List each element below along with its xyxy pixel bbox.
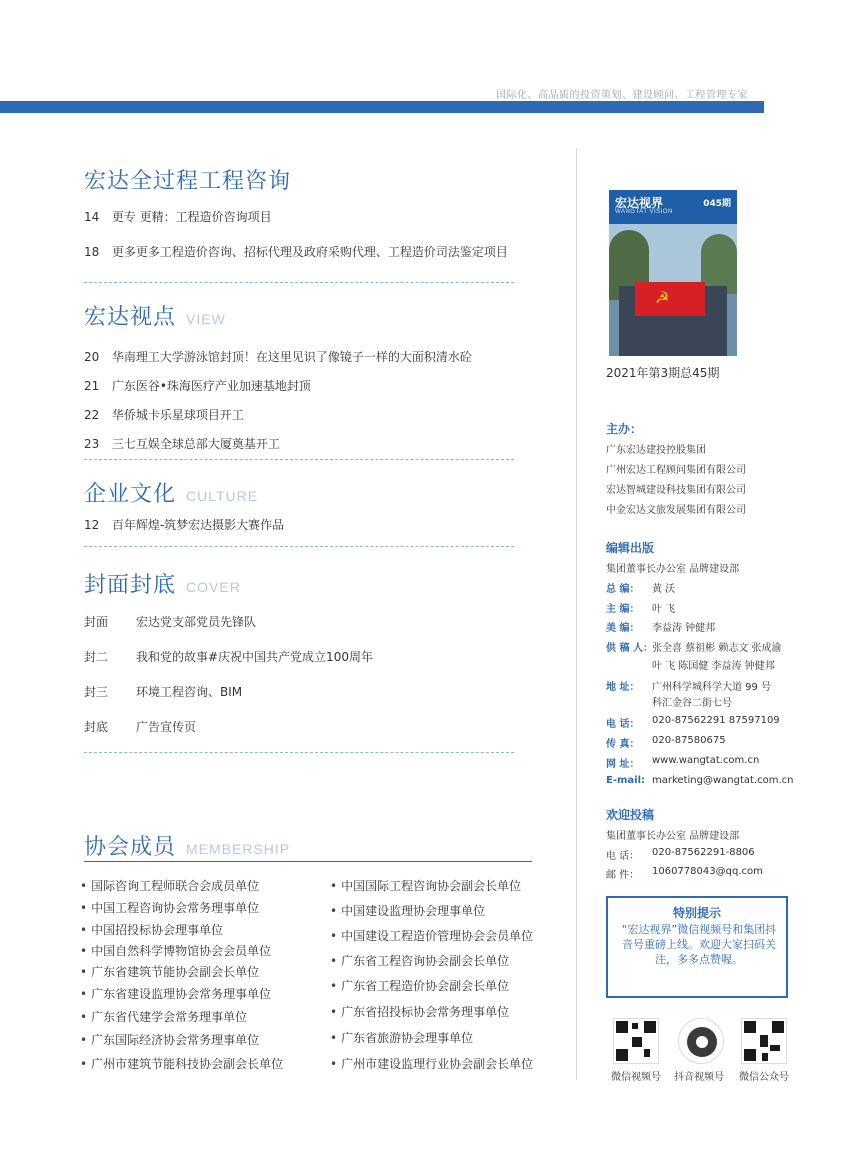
toc-text: 广东医谷•珠海医疗产业加速基地封顶: [111, 379, 311, 393]
member-item: • 广州市建设监理行业协会副会长单位: [330, 1055, 533, 1072]
contrib-value: 张全喜 蔡祖彬 赖志文 张成渝: [652, 643, 782, 654]
toc-text: 百年辉煌-筑梦宏达摄影大赛作品: [111, 518, 285, 532]
section-title-culture: [84, 477, 258, 508]
toc-item[interactable]: [84, 613, 256, 630]
toc-text: 广告宣传页: [136, 720, 197, 734]
address-value: 科汇金谷二街七号: [652, 698, 732, 709]
host-title: 主办：: [606, 422, 643, 436]
cover-label: 封二: [84, 650, 109, 664]
fax-value: 020-87580675: [652, 735, 726, 746]
section-title-en: VIEW: [186, 311, 226, 327]
member-item: • 广东省建设监理协会常务理事单位: [80, 985, 271, 1002]
magazine-cover-image: [609, 190, 737, 356]
section-title-text: 企业文化: [84, 482, 177, 507]
issue-badge: 045期: [703, 199, 731, 209]
section-title-consult: [84, 164, 291, 195]
column-divider: [576, 148, 577, 1080]
fax-label: 传 真：: [606, 739, 640, 750]
member-item: • 中国自然科学博物馆协会会员单位: [80, 942, 271, 959]
section-title-text: 宏达全过程工程咨询: [84, 169, 292, 194]
tel-label: 电 话：: [606, 719, 640, 730]
qr-label: 微信公众号: [739, 1072, 789, 1083]
member-item: • 广州市建筑节能科技协会副会长单位: [80, 1055, 283, 1072]
submit-title: 欢迎投稿: [606, 808, 655, 822]
member-item: • 广东省招投标协会常务理事单位: [330, 1003, 509, 1020]
member-item: • 中国建设工程造价管理协会会员单位: [330, 927, 533, 944]
cover-label: 封面: [84, 615, 109, 629]
qr-label: 微信视频号: [611, 1072, 661, 1083]
host-item: 广东宏达建投控股集团: [606, 445, 706, 456]
submit-tel-label: 电 话：: [606, 851, 640, 862]
toc-item[interactable]: [84, 208, 272, 225]
member-item: • 中国招投标协会理事单位: [80, 921, 223, 938]
notice-title: 特别提示: [672, 906, 721, 920]
section-title-en: CULTURE: [186, 488, 259, 504]
page-number: 22: [84, 408, 100, 422]
email-link[interactable]: marketing@wangtat.com.cn: [652, 775, 794, 786]
cover-label: 封三: [84, 685, 109, 699]
member-item: • 中国建设监理协会理事单位: [330, 902, 485, 919]
art-value: 李益涛 钟健邦: [652, 623, 716, 634]
toc-text: 宏达党支部党员先锋队: [136, 615, 257, 629]
toc-item[interactable]: [84, 718, 196, 735]
section-divider: [84, 459, 514, 460]
page-number: 21: [84, 379, 100, 393]
toc-item[interactable]: [84, 683, 242, 700]
toc-item[interactable]: [84, 516, 284, 533]
member-item: • 广东省工程咨询协会副会长单位: [330, 952, 509, 969]
chief-label: 总 编：: [606, 584, 640, 595]
tagline: 国际化、高品质的投资策划、建设顾问、工程管理专家: [496, 90, 748, 101]
section-title-text: 封面封底: [84, 573, 177, 598]
section-title-en: MEMBERSHIP: [186, 841, 291, 857]
party-flag: [635, 282, 705, 316]
issue-text: 2021年第3期总45期: [606, 366, 720, 380]
host-item: 中金宏达文旅发展集团有限公司: [606, 505, 746, 516]
page-number: 23: [84, 437, 100, 451]
submit-mail-label: 邮 件：: [606, 870, 640, 881]
toc-text: 我和党的故事#庆祝中国共产党成立100周年: [136, 650, 373, 664]
toc-text: 更多更多工程造价咨询、招标代理及政府采购代理、工程造价司法鉴定项目: [111, 245, 508, 259]
toc-item[interactable]: [84, 348, 472, 365]
qr-label: 抖音视频号: [674, 1072, 724, 1083]
member-item: • 广东省旅游协会理事单位: [330, 1029, 473, 1046]
cover-label: 封底: [84, 720, 109, 734]
email-label: E-mail:: [606, 775, 646, 786]
member-item: • 广东省建筑节能协会副会长单位: [80, 963, 259, 980]
submit-tel-value: 020-87562291-8806: [652, 847, 755, 858]
section-title-membership: [84, 830, 290, 861]
toc-item[interactable]: [84, 377, 311, 394]
toc-text: 更专 更精：工程造价咨询项目: [111, 210, 272, 224]
magazine-logo-en: WANGTAT VISION: [615, 209, 673, 215]
host-item: 广州宏达工程顾问集团有限公司: [606, 465, 746, 476]
page-number: 20: [84, 350, 100, 364]
toc-item[interactable]: [84, 435, 280, 452]
toc-item[interactable]: [84, 243, 508, 260]
contrib-value: 叶 飞 陈国健 李益涛 钟健邦: [652, 661, 775, 672]
toc-text: 华南理工大学游泳馆封顶！在这里见识了像镜子一样的大面积清水砼: [111, 350, 472, 364]
publish-title: 编辑出版: [606, 541, 655, 555]
editor-value: 叶 飞: [652, 604, 676, 615]
submit-mail-value[interactable]: 1060778043@qq.com: [652, 866, 763, 877]
section-title-text: 宏达视点: [84, 305, 177, 330]
host-item: 宏达智城建设科技集团有限公司: [606, 485, 746, 496]
chief-value: 黄 沃: [652, 584, 676, 595]
section-divider: [84, 282, 514, 283]
section-title-view: [84, 300, 226, 331]
member-item: • 广东省工程造价协会副会长单位: [330, 977, 509, 994]
web-label: 网 址：: [606, 759, 640, 770]
member-item: • 国际咨询工程师联合会成员单位: [80, 877, 259, 894]
qr-code-douyin[interactable]: [678, 1018, 724, 1064]
page-number: 18: [84, 245, 100, 259]
hammer-sickle-icon: ☭: [655, 288, 670, 307]
toc-item[interactable]: [84, 648, 373, 665]
member-item: • 广东省代建学会常务理事单位: [80, 1008, 247, 1025]
qr-code-wechat-official[interactable]: [741, 1018, 787, 1064]
section-divider: [84, 752, 514, 753]
toc-text: 华侨城卡乐星球项目开工: [111, 408, 244, 422]
cover-tree: [701, 234, 737, 294]
publish-dept: 集团董事长办公室 品牌建设部: [606, 564, 740, 575]
magazine-logo: 宏达视界: [615, 196, 664, 210]
member-item: • 中国工程咨询协会常务理事单位: [80, 899, 259, 916]
editor-label: 主 编：: [606, 604, 640, 615]
section-title-text: 协会成员: [84, 835, 177, 860]
toc-text: 三七互娱全球总部大厦奠基开工: [111, 437, 280, 451]
toc-text: 环境工程咨询、BIM: [136, 685, 243, 699]
qr-code-wechat-video[interactable]: [613, 1018, 659, 1064]
address-label: 地 址：: [606, 682, 640, 693]
tel-value: 020-87562291 87597109: [652, 715, 780, 726]
notice-body: “宏达视界”微信视频号和集团抖音号重磅上线。欢迎大家扫码关注，多多点赞喔。: [621, 923, 777, 966]
header-bar: [0, 101, 764, 113]
page-number: 14: [84, 210, 100, 224]
section-title-cover: [84, 568, 241, 599]
section-title-en: COVER: [186, 579, 241, 595]
section-divider: [84, 546, 514, 547]
art-label: 美 编：: [606, 623, 640, 634]
contrib-label: 供 稿 人：: [606, 643, 653, 654]
web-link[interactable]: www.wangtat.com.cn: [652, 755, 760, 766]
address-value: 广州科学城科学大道 99 号: [652, 682, 772, 693]
toc-item[interactable]: [84, 406, 244, 423]
submit-dept: 集团董事长办公室 品牌建设部: [606, 831, 740, 842]
membership-underline: [84, 861, 532, 862]
special-notice-box: [606, 896, 788, 998]
member-item: • 中国国际工程咨询协会副会长单位: [330, 877, 521, 894]
page-number: 12: [84, 518, 100, 532]
member-item: • 广东国际经济协会常务理事单位: [80, 1031, 259, 1048]
